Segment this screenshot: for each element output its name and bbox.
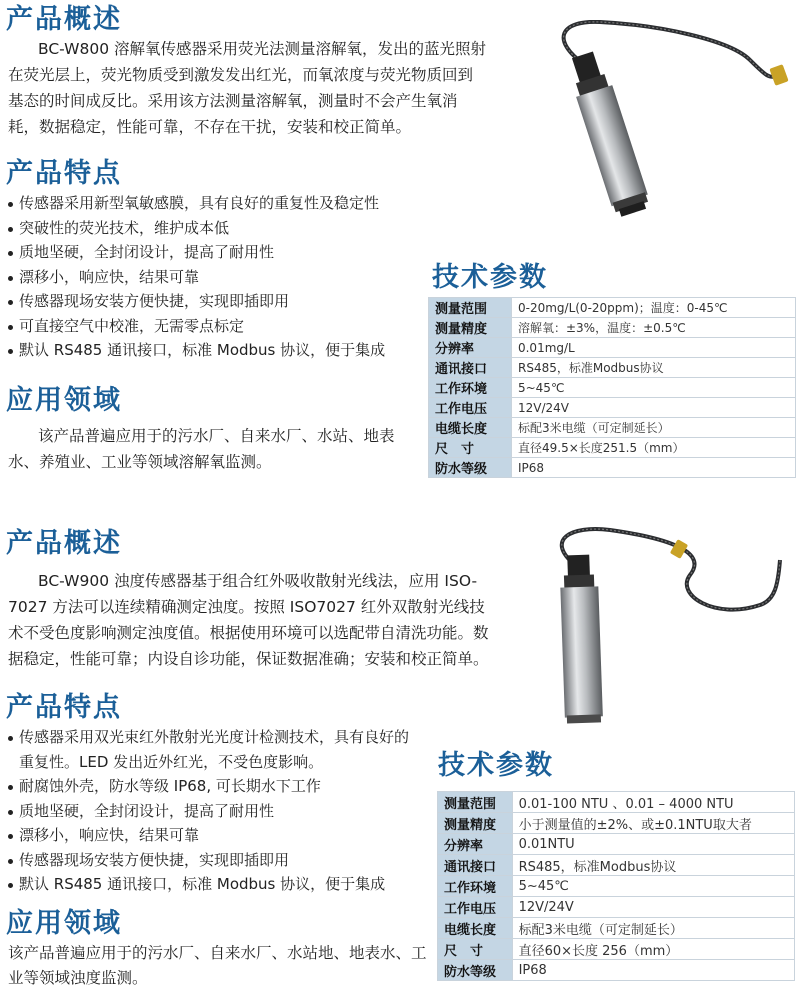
spec-value: 0.01mg/L	[511, 338, 795, 358]
spec-label: 分辨率	[429, 338, 512, 358]
spec-value: 标配3米电缆（可定制延长）	[512, 918, 794, 939]
spec-value: 溶解氧：±3%，温度：±0.5℃	[511, 318, 795, 338]
dissolved-oxygen-sensor-image	[540, 20, 790, 230]
spec-label: 防水等级	[438, 960, 513, 981]
list-item: 默认 RS485 通讯接口，标准 Modbus 协议，便于集成	[6, 338, 426, 363]
section2-features-list	[6, 725, 418, 897]
list-item: 传感器采用新型氧敏感膜，具有良好的重复性及稳定性	[6, 191, 426, 216]
table-row	[429, 298, 796, 318]
section1-overview-heading: 产品概述	[6, 4, 122, 35]
section1-overview-text: BC-W800 溶解氧传感器采用荧光法测量溶解氧，发出的蓝光照射在荧光层上，荧光物质受到激发发出红光，而氧浓度与荧光物质回到基态的时间成反比。采用该方法测量溶解氧，测量时不会产生氧消耗，数据稳定，性能可靠，不存在干扰，安装和校正简单。	[8, 40, 486, 136]
section1-features-heading: 产品特点	[6, 158, 122, 189]
list-item: 漂移小，响应快，结果可靠	[6, 265, 426, 290]
list-item: 传感器现场安装方便快捷，实现即插即用	[6, 848, 418, 873]
list-item: 质地坚硬，全封闭设计，提高了耐用性	[6, 240, 426, 265]
table-row	[438, 876, 795, 897]
spec-value: RS485，标准Modbus协议	[512, 855, 794, 876]
section2-features-heading: 产品特点	[6, 692, 122, 723]
section2-overview-text: BC-W900 浊度传感器基于组合红外吸收散射光线法，应用 ISO-7027 方法可以连续精确测定浊度。按照 ISO7027 红外双散射光线技术不受色度影响测定浊度值。根据使用环境可以选配带自清洗功能。数据稳定，性能可靠；内设自诊功能，保证数据准确；安装和校正简单。	[8, 572, 489, 668]
table-row	[438, 960, 795, 981]
table-row	[429, 378, 796, 398]
spec-label: 尺 寸	[429, 438, 512, 458]
spec-value: 5~45℃	[511, 378, 795, 398]
spec-value: 0-20mg/L(0-20ppm)；温度：0-45℃	[511, 298, 795, 318]
table-row	[429, 418, 796, 438]
section1-specs-heading: 技术参数	[432, 262, 548, 293]
spec-label: 测量范围	[429, 298, 512, 318]
section2-overview-heading: 产品概述	[6, 528, 122, 559]
table-row	[438, 918, 795, 939]
section1-specs-table	[428, 297, 796, 478]
spec-label: 通讯接口	[438, 855, 513, 876]
spec-label: 防水等级	[429, 458, 512, 478]
list-item: 漂移小，响应快，结果可靠	[6, 823, 418, 848]
table-row	[429, 338, 796, 358]
turbidity-sensor-image	[540, 525, 790, 735]
list-item: 耐腐蚀外壳，防水等级 IP68, 可长期水下工作	[6, 774, 418, 799]
spec-label: 工作电压	[438, 897, 513, 918]
spec-value: 0.01NTU	[512, 834, 794, 855]
section1-features-list	[6, 191, 426, 363]
spec-value: RS485，标准Modbus协议	[511, 358, 795, 378]
table-row	[429, 318, 796, 338]
spec-value: 12V/24V	[511, 398, 795, 418]
list-item: 传感器现场安装方便快捷，实现即插即用	[6, 289, 426, 314]
spec-label: 工作环境	[429, 378, 512, 398]
table-row	[429, 458, 796, 478]
spec-label: 电缆长度	[429, 418, 512, 438]
section2-specs-heading: 技术参数	[438, 750, 554, 781]
spec-label: 分辨率	[438, 834, 513, 855]
spec-value: 直径49.5×长度251.5（mm）	[511, 438, 795, 458]
spec-label: 测量精度	[438, 813, 513, 834]
spec-label: 尺 寸	[438, 939, 513, 960]
list-item: 突破性的荧光技术，维护成本低	[6, 216, 426, 241]
table-row	[438, 897, 795, 918]
section1-applications-text: 该产品普遍应用于的污水厂、自来水厂、水站、地表水、养殖业、工业等领域溶解氧监测。	[8, 427, 395, 471]
list-item: 传感器采用双光束红外散射光光度计检测技术，具有良好的重复性。LED 发出近外红光，不受色度影响。	[6, 725, 418, 774]
table-row	[438, 855, 795, 876]
section1-applications-heading: 应用领域	[6, 385, 122, 416]
spec-label: 通讯接口	[429, 358, 512, 378]
table-row	[438, 834, 795, 855]
spec-value: IP68	[511, 458, 795, 478]
spec-label: 测量精度	[429, 318, 512, 338]
spec-value: 12V/24V	[512, 897, 794, 918]
spec-value: 直径60×长度 256（mm）	[512, 939, 794, 960]
spec-value: 标配3米电缆（可定制延长）	[511, 418, 795, 438]
spec-value: 小于测量值的±2%、或±0.1NTU取大者	[512, 813, 794, 834]
list-item: 质地坚硬，全封闭设计，提高了耐用性	[6, 799, 418, 824]
spec-value: IP68	[512, 960, 794, 981]
spec-label: 测量范围	[438, 792, 513, 813]
spec-value: 5~45℃	[512, 876, 794, 897]
list-item: 可直接空气中校准，无需零点标定	[6, 314, 426, 339]
spec-label: 工作环境	[438, 876, 513, 897]
spec-label: 电缆长度	[438, 918, 513, 939]
table-row	[429, 398, 796, 418]
section2-specs-table	[437, 791, 795, 981]
spec-value: 0.01-100 NTU 、0.01 – 4000 NTU	[512, 792, 794, 813]
table-row	[438, 813, 795, 834]
section2-applications-text: 该产品普遍应用于的污水厂、自来水厂、水站地、地表水、工业等领域浊度监测。	[8, 944, 427, 987]
list-item: 默认 RS485 通讯接口，标准 Modbus 协议，便于集成	[6, 872, 418, 897]
table-row	[429, 438, 796, 458]
table-row	[429, 358, 796, 378]
section2-applications-heading: 应用领域	[6, 908, 122, 939]
table-row	[438, 792, 795, 813]
spec-label: 工作电压	[429, 398, 512, 418]
table-row	[438, 939, 795, 960]
